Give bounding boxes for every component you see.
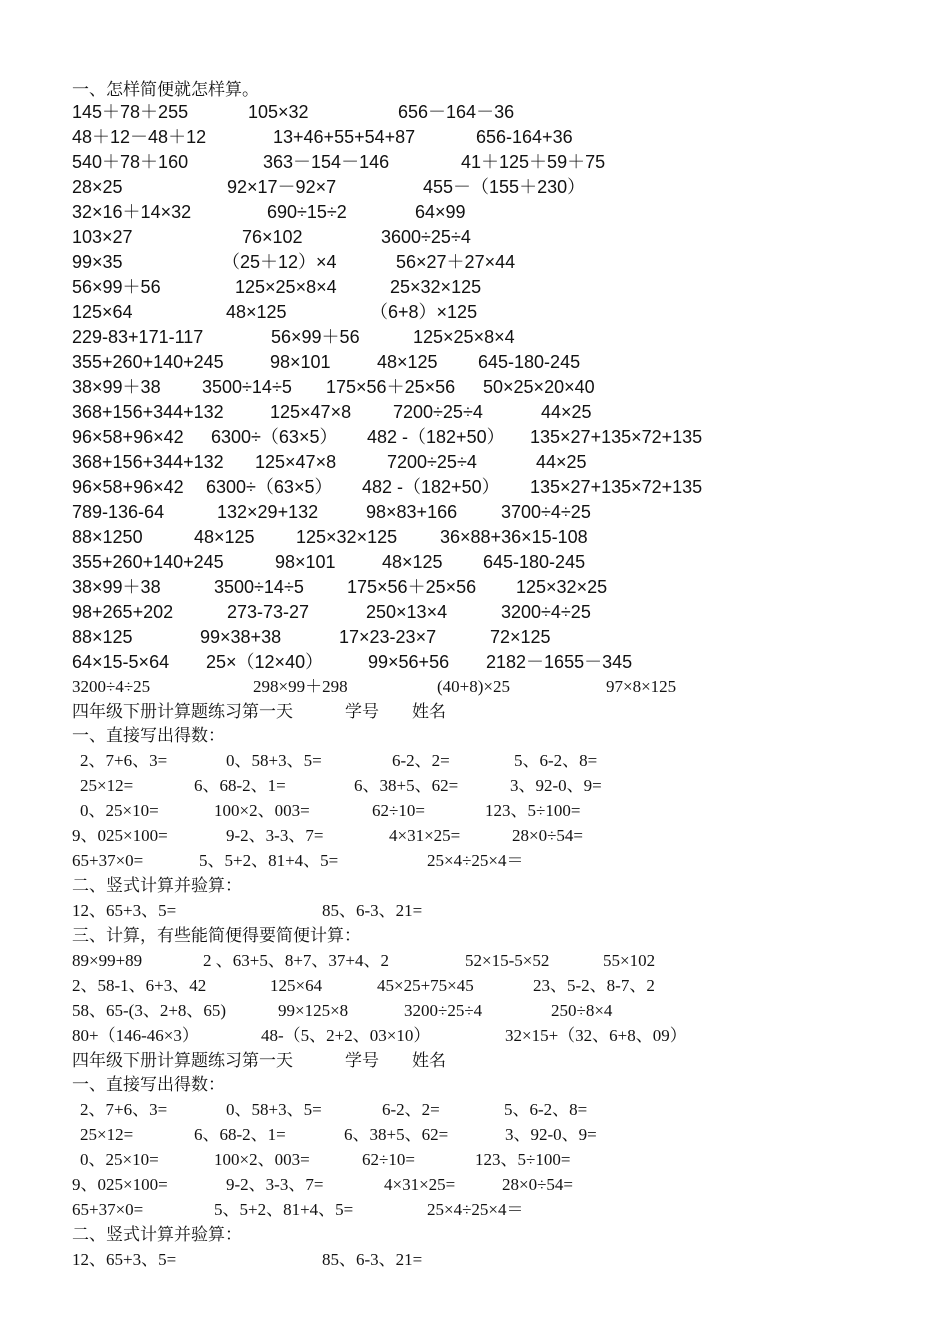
problem-text: 0、58+3、5= xyxy=(226,751,322,770)
problem-text: 48×125 xyxy=(194,527,255,547)
problem-text: 12、65+3、5= xyxy=(72,1250,177,1269)
problem-text: 0、58+3、5= xyxy=(226,1100,322,1119)
problem-text: 105×32 xyxy=(248,102,309,122)
problem-text: 四年级下册计算题练习第一天 xyxy=(72,702,293,721)
worksheet-line xyxy=(0,999,950,1023)
worksheet-line xyxy=(0,425,950,449)
problem-text: 28×0÷54= xyxy=(512,826,584,845)
problem-text: 540＋78＋160 xyxy=(72,152,189,172)
worksheet-line xyxy=(0,774,950,798)
problem-text: 28×0÷54= xyxy=(502,1175,574,1194)
problem-text: 99×35 xyxy=(72,252,123,272)
problem-text: 2182－1655－345 xyxy=(486,652,633,672)
problem-text: 135×27+135×72+135 xyxy=(530,427,703,447)
section-heading: 三、计算，有些能简便得要简便计算： xyxy=(72,926,361,945)
worksheet-line xyxy=(0,600,950,624)
problem-text: 98+265+202 xyxy=(72,602,174,622)
problem-text: 6-2、2= xyxy=(382,1100,440,1119)
problem-text: 0、25×10= xyxy=(80,801,159,820)
problem-text: 99×125×8 xyxy=(278,1001,349,1020)
problem-text: 38×99＋38 xyxy=(72,577,161,597)
problem-text: 56×99＋56 xyxy=(72,277,161,297)
problem-text: 6、68-2、1= xyxy=(194,776,286,795)
worksheet-line xyxy=(0,899,950,923)
section-heading: 一、直接写出得数： xyxy=(72,726,225,745)
problem-text: 125×32×125 xyxy=(296,527,398,547)
worksheet-line xyxy=(0,1198,950,1222)
problem-text: 229-83+171-117 xyxy=(72,327,204,347)
worksheet-line xyxy=(0,250,950,274)
problem-text: 23、5-2、8-7、2 xyxy=(533,976,655,995)
problem-text: 99×38+38 xyxy=(200,627,282,647)
problem-text: 7200÷25÷4 xyxy=(393,402,483,422)
problem-text: 97×8×125 xyxy=(606,677,677,696)
problem-text: 25×（12×40） xyxy=(206,652,324,672)
problem-text: 125×25×8×4 xyxy=(413,327,515,347)
problem-text: 123、5÷100= xyxy=(485,801,581,820)
worksheet-line xyxy=(0,375,950,399)
problem-text: 17×23-23×7 xyxy=(339,627,437,647)
problem-text: (40+8)×25 xyxy=(437,677,510,696)
problem-text: 76×102 xyxy=(242,227,303,247)
problem-text: 645-180-245 xyxy=(483,552,586,572)
problem-text: 125×25×8×4 xyxy=(235,277,337,297)
problem-text: 103×27 xyxy=(72,227,133,247)
problem-text: （25＋12）×4 xyxy=(222,252,337,272)
worksheet-line xyxy=(0,275,950,299)
problem-text: 36×88+36×15-108 xyxy=(440,527,588,547)
problem-text: 58、65-(3、2+8、65) xyxy=(72,1001,227,1020)
problem-text: 6-2、2= xyxy=(392,751,450,770)
problem-text: 789-136-64 xyxy=(72,502,165,522)
problem-text: 72×125 xyxy=(490,627,551,647)
problem-text: 3、92-0、9= xyxy=(510,776,602,795)
problem-text: 4×31×25= xyxy=(384,1175,456,1194)
problem-text: 125×64 xyxy=(270,976,323,995)
problem-text: 45×25+75×45 xyxy=(377,976,474,995)
problem-text: 96×58+96×42 xyxy=(72,427,184,447)
problem-text: 12、65+3、5= xyxy=(72,901,177,920)
problem-text: 175×56＋25×56 xyxy=(326,377,456,397)
problem-text: 363－154－146 xyxy=(263,152,390,172)
worksheet-line xyxy=(0,200,950,224)
worksheet-line xyxy=(0,100,950,124)
problem-text: 25×12= xyxy=(80,1125,134,1144)
worksheet-line xyxy=(0,225,950,249)
section-heading: 一、直接写出得数： xyxy=(72,1075,225,1094)
worksheet-line xyxy=(0,325,950,349)
problem-text: 88×1250 xyxy=(72,527,143,547)
problem-text: 100×2、003= xyxy=(214,1150,310,1169)
problem-text: 56×99＋56 xyxy=(271,327,360,347)
problem-text: 298×99＋298 xyxy=(253,677,348,696)
worksheet-line xyxy=(0,1098,950,1122)
problem-text: 482 -（182+50） xyxy=(362,477,500,497)
problem-text: 13+46+55+54+87 xyxy=(273,127,416,147)
problem-text: 250×13×4 xyxy=(366,602,448,622)
problem-text: 64×99 xyxy=(415,202,466,222)
section-heading: 二、竖式计算并验算： xyxy=(72,1225,242,1244)
problem-text: 2 、63+5、8+7、37+4、2 xyxy=(203,951,390,970)
problem-text: 123、5÷100= xyxy=(475,1150,571,1169)
problem-text: 62÷10= xyxy=(372,801,425,820)
problem-text: 四年级下册计算题练习第一天 xyxy=(72,1051,293,1070)
worksheet-line xyxy=(0,650,950,674)
problem-text: 482 -（182+50） xyxy=(367,427,505,447)
problem-text: 25×4÷25×4＝ xyxy=(427,1200,524,1219)
worksheet-line xyxy=(0,125,950,149)
worksheet-line xyxy=(0,300,950,324)
problem-text: 3500÷14÷5 xyxy=(214,577,304,597)
problem-text: 5、6-2、8= xyxy=(514,751,598,770)
problem-text: 28×25 xyxy=(72,177,123,197)
worksheet-line xyxy=(0,824,950,848)
problem-text: 98×83+166 xyxy=(366,502,458,522)
problem-text: 65+37×0= xyxy=(72,1200,144,1219)
problem-text: 3600÷25÷4 xyxy=(381,227,471,247)
problem-text: 姓名 xyxy=(412,702,446,721)
worksheet-line xyxy=(0,1173,950,1197)
problem-text: 125×32×25 xyxy=(516,577,608,597)
problem-text: 38×99＋38 xyxy=(72,377,161,397)
problem-text: 6300÷（63×5） xyxy=(206,477,333,497)
problem-text: 64×15-5×64 xyxy=(72,652,170,672)
problem-text: 85、6-3、21= xyxy=(322,901,423,920)
problem-text: 9、025×100= xyxy=(72,1175,168,1194)
problem-text: 50×25×20×40 xyxy=(483,377,595,397)
problem-text: 132×29+132 xyxy=(217,502,319,522)
worksheet-line xyxy=(0,974,950,998)
worksheet-line xyxy=(0,924,950,948)
problem-text: 175×56＋25×56 xyxy=(347,577,477,597)
problem-text: 355+260+140+245 xyxy=(72,552,224,572)
problem-text: 368+156+344+132 xyxy=(72,402,224,422)
problem-text: 41＋125＋59＋75 xyxy=(461,152,606,172)
problem-text: 学号 xyxy=(345,1051,379,1070)
problem-text: 65+37×0= xyxy=(72,851,144,870)
worksheet-line xyxy=(0,700,950,724)
problem-text: 3500÷14÷5 xyxy=(202,377,292,397)
problem-text: 125×47×8 xyxy=(270,402,352,422)
problem-text: 6300÷（63×5） xyxy=(211,427,338,447)
problem-text: 9、025×100= xyxy=(72,826,168,845)
problem-text: 80+（146-46×3） xyxy=(72,1026,199,1045)
problem-text: 656－164－36 xyxy=(398,102,515,122)
worksheet-line xyxy=(0,1248,950,1272)
problem-text: 6、38+5、62= xyxy=(354,776,459,795)
problem-text: 6、38+5、62= xyxy=(344,1125,449,1144)
section-heading: 一、怎样简便就怎样算。 xyxy=(72,80,259,99)
problem-text: 32×15+（32、6+8、09） xyxy=(505,1026,687,1045)
problem-text: 55×102 xyxy=(603,951,656,970)
problem-text: 98×101 xyxy=(275,552,336,572)
problem-text: 6、68-2、1= xyxy=(194,1125,286,1144)
problem-text: 5、5+2、81+4、5= xyxy=(199,851,339,870)
problem-text: 4×31×25= xyxy=(389,826,461,845)
problem-text: 5、5+2、81+4、5= xyxy=(214,1200,354,1219)
problem-text: 455－（155＋230） xyxy=(423,177,586,197)
problem-text: 44×25 xyxy=(541,402,592,422)
problem-text: 125×64 xyxy=(72,302,133,322)
problem-text: 355+260+140+245 xyxy=(72,352,224,372)
problem-text: （6+8）×125 xyxy=(370,302,478,322)
section-heading: 二、竖式计算并验算： xyxy=(72,876,242,895)
problem-text: 3200÷25÷4 xyxy=(404,1001,483,1020)
problem-text: 48×125 xyxy=(377,352,438,372)
worksheet-line xyxy=(0,1073,950,1097)
worksheet-line xyxy=(0,724,950,748)
worksheet-line xyxy=(0,350,950,374)
problem-text: 3700÷4÷25 xyxy=(501,502,591,522)
problem-text: 3200÷4÷25 xyxy=(72,677,151,696)
problem-text: 学号 xyxy=(345,702,379,721)
worksheet-line xyxy=(0,175,950,199)
worksheet-line xyxy=(0,550,950,574)
worksheet-line xyxy=(0,799,950,823)
problem-text: 9-2、3-3、7= xyxy=(226,1175,324,1194)
worksheet-line xyxy=(0,78,950,102)
problem-text: 88×125 xyxy=(72,627,133,647)
worksheet-line xyxy=(0,400,950,424)
problem-text: 姓名 xyxy=(412,1051,446,1070)
worksheet-line xyxy=(0,675,950,699)
problem-text: 48×125 xyxy=(226,302,287,322)
worksheet-line xyxy=(0,1123,950,1147)
problem-text: 56×27＋27×44 xyxy=(396,252,516,272)
worksheet-line xyxy=(0,749,950,773)
worksheet-line xyxy=(0,1049,950,1073)
problem-text: 368+156+344+132 xyxy=(72,452,224,472)
worksheet-line xyxy=(0,1223,950,1247)
problem-text: 2、58-1、6+3、42 xyxy=(72,976,207,995)
problem-text: 656-164+36 xyxy=(476,127,573,147)
problem-text: 273-73-27 xyxy=(227,602,310,622)
problem-text: 89×99+89 xyxy=(72,951,143,970)
problem-text: 32×16＋14×32 xyxy=(72,202,192,222)
problem-text: 135×27+135×72+135 xyxy=(530,477,703,497)
problem-text: 5、6-2、8= xyxy=(504,1100,588,1119)
problem-text: 7200÷25÷4 xyxy=(387,452,477,472)
worksheet-line xyxy=(0,150,950,174)
problem-text: 99×56+56 xyxy=(368,652,450,672)
problem-text: 0、25×10= xyxy=(80,1150,159,1169)
worksheet-line xyxy=(0,475,950,499)
worksheet-line xyxy=(0,500,950,524)
problem-text: 48-（5、2+2、03×10） xyxy=(261,1026,431,1045)
problem-text: 52×15-5×52 xyxy=(465,951,550,970)
problem-text: 48×125 xyxy=(382,552,443,572)
problem-text: 62÷10= xyxy=(362,1150,415,1169)
problem-text: 2、7+6、3= xyxy=(80,751,168,770)
worksheet-line xyxy=(0,874,950,898)
worksheet-line xyxy=(0,1148,950,1172)
problem-text: 48＋12－48＋12 xyxy=(72,127,207,147)
worksheet-line xyxy=(0,525,950,549)
problem-text: 44×25 xyxy=(536,452,587,472)
worksheet-line xyxy=(0,949,950,973)
worksheet-line xyxy=(0,1024,950,1048)
problem-text: 98×101 xyxy=(270,352,331,372)
problem-text: 25×32×125 xyxy=(390,277,482,297)
problem-text: 645-180-245 xyxy=(478,352,581,372)
problem-text: 145＋78＋255 xyxy=(72,102,189,122)
worksheet-line xyxy=(0,625,950,649)
problem-text: 690÷15÷2 xyxy=(267,202,347,222)
problem-text: 2、7+6、3= xyxy=(80,1100,168,1119)
problem-text: 100×2、003= xyxy=(214,801,310,820)
problem-text: 96×58+96×42 xyxy=(72,477,184,497)
problem-text: 9-2、3-3、7= xyxy=(226,826,324,845)
worksheet-line xyxy=(0,450,950,474)
problem-text: 125×47×8 xyxy=(255,452,337,472)
problem-text: 85、6-3、21= xyxy=(322,1250,423,1269)
problem-text: 3200÷4÷25 xyxy=(501,602,591,622)
worksheet-line xyxy=(0,849,950,873)
problem-text: 25×12= xyxy=(80,776,134,795)
problem-text: 250÷8×4 xyxy=(551,1001,613,1020)
problem-text: 92×17－92×7 xyxy=(227,177,337,197)
problem-text: 3、92-0、9= xyxy=(505,1125,597,1144)
problem-text: 25×4÷25×4＝ xyxy=(427,851,524,870)
worksheet-line xyxy=(0,575,950,599)
